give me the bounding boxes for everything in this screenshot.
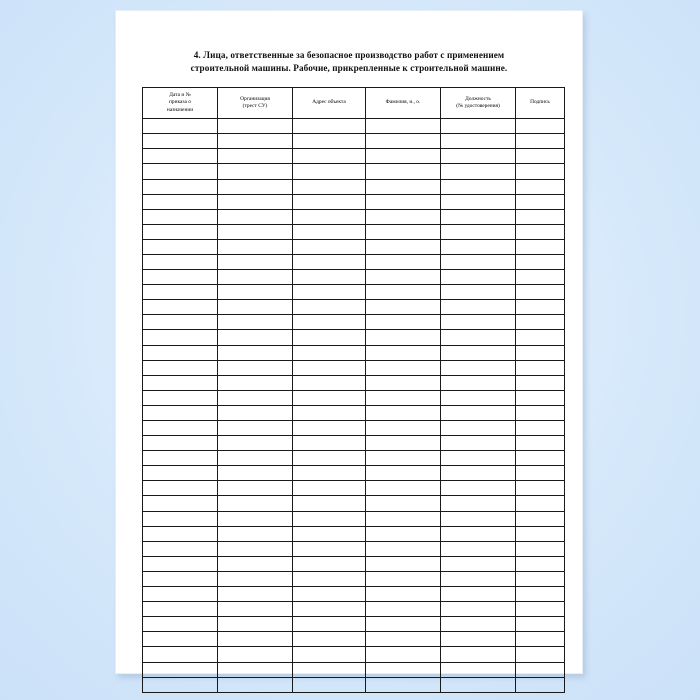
table-cell-order[interactable]	[143, 421, 218, 436]
table-cell-address[interactable]	[293, 647, 366, 662]
table-cell-address[interactable]	[293, 149, 366, 164]
table-cell-position[interactable]	[441, 602, 516, 617]
table-cell-position[interactable]	[441, 677, 516, 692]
table-row[interactable]	[143, 209, 565, 224]
table-cell-order[interactable]	[143, 224, 218, 239]
table-row[interactable]	[143, 345, 565, 360]
table-cell-address[interactable]	[293, 571, 366, 586]
table-row[interactable]	[143, 587, 565, 602]
column-header-position: Должность (№ удостоверения)	[441, 88, 516, 119]
table-cell-organization[interactable]	[218, 647, 293, 662]
column-header-signature: Подпись	[516, 88, 565, 119]
table-cell-name[interactable]	[366, 239, 441, 254]
table-cell-organization[interactable]	[218, 254, 293, 269]
table-cell-signature[interactable]	[516, 556, 565, 571]
table-cell-organization[interactable]	[218, 360, 293, 375]
table-cell-position[interactable]	[441, 662, 516, 677]
table-row[interactable]	[143, 526, 565, 541]
table-cell-name[interactable]	[366, 375, 441, 390]
table-cell-signature[interactable]	[516, 436, 565, 451]
table-cell-name[interactable]	[366, 360, 441, 375]
table-cell-signature[interactable]	[516, 119, 565, 134]
table-cell-order[interactable]	[143, 179, 218, 194]
table-cell-organization[interactable]	[218, 390, 293, 405]
table-cell-position[interactable]	[441, 224, 516, 239]
table-cell-order[interactable]	[143, 194, 218, 209]
table-cell-name[interactable]	[366, 285, 441, 300]
table-cell-signature[interactable]	[516, 617, 565, 632]
table-cell-order[interactable]	[143, 481, 218, 496]
table-cell-position[interactable]	[441, 526, 516, 541]
table-cell-position[interactable]	[441, 270, 516, 285]
table-cell-organization[interactable]	[218, 617, 293, 632]
table-cell-name[interactable]	[366, 436, 441, 451]
table-cell-position[interactable]	[441, 405, 516, 420]
table-row[interactable]	[143, 481, 565, 496]
table-header-row	[143, 88, 565, 119]
table-cell-signature[interactable]	[516, 224, 565, 239]
table-cell-address[interactable]	[293, 466, 366, 481]
table-cell-address[interactable]	[293, 511, 366, 526]
table-row[interactable]	[143, 119, 565, 134]
table-cell-name[interactable]	[366, 451, 441, 466]
table-cell-name[interactable]	[366, 541, 441, 556]
table-cell-order[interactable]	[143, 164, 218, 179]
table-cell-position[interactable]	[441, 617, 516, 632]
table-cell-address[interactable]	[293, 481, 366, 496]
table-cell-name[interactable]	[366, 571, 441, 586]
table-cell-order[interactable]	[143, 315, 218, 330]
table-cell-name[interactable]	[366, 496, 441, 511]
table-cell-name[interactable]	[366, 315, 441, 330]
column-header-name: Фамилия, и., о.	[366, 88, 441, 119]
table-cell-signature[interactable]	[516, 134, 565, 149]
table-cell-organization[interactable]	[218, 134, 293, 149]
table-cell-name[interactable]	[366, 587, 441, 602]
table-cell-signature[interactable]	[516, 526, 565, 541]
table-cell-signature[interactable]	[516, 677, 565, 692]
table-cell-organization[interactable]	[218, 587, 293, 602]
table-cell-signature[interactable]	[516, 375, 565, 390]
table-cell-address[interactable]	[293, 164, 366, 179]
table-cell-order[interactable]	[143, 285, 218, 300]
table-row[interactable]	[143, 617, 565, 632]
table-cell-position[interactable]	[441, 119, 516, 134]
table-cell-address[interactable]	[293, 224, 366, 239]
table-cell-organization[interactable]	[218, 481, 293, 496]
table-row[interactable]	[143, 224, 565, 239]
table-row[interactable]	[143, 436, 565, 451]
table-row[interactable]	[143, 602, 565, 617]
table-cell-address[interactable]	[293, 390, 366, 405]
table-cell-name[interactable]	[366, 602, 441, 617]
table-row[interactable]	[143, 285, 565, 300]
table-cell-order[interactable]	[143, 119, 218, 134]
table-row[interactable]	[143, 375, 565, 390]
table-cell-order[interactable]	[143, 300, 218, 315]
table-cell-signature[interactable]	[516, 254, 565, 269]
table-cell-position[interactable]	[441, 254, 516, 269]
table-cell-signature[interactable]	[516, 164, 565, 179]
table-cell-organization[interactable]	[218, 300, 293, 315]
table-cell-signature[interactable]	[516, 285, 565, 300]
table-cell-position[interactable]	[441, 571, 516, 586]
table-cell-address[interactable]	[293, 360, 366, 375]
table-cell-organization[interactable]	[218, 556, 293, 571]
table-cell-address[interactable]	[293, 254, 366, 269]
table-cell-address[interactable]	[293, 179, 366, 194]
table-cell-order[interactable]	[143, 345, 218, 360]
table-cell-address[interactable]	[293, 119, 366, 134]
table-cell-signature[interactable]	[516, 330, 565, 345]
table-cell-organization[interactable]	[218, 451, 293, 466]
table-cell-order[interactable]	[143, 209, 218, 224]
table-row[interactable]	[143, 360, 565, 375]
table-cell-name[interactable]	[366, 149, 441, 164]
table-cell-address[interactable]	[293, 617, 366, 632]
table-cell-organization[interactable]	[218, 345, 293, 360]
page-title-line-1: 4. Лица, ответственные за безопасное производство работ с применением	[193, 50, 505, 60]
table-cell-name[interactable]	[366, 617, 441, 632]
table-cell-name[interactable]	[366, 270, 441, 285]
table-cell-order[interactable]	[143, 466, 218, 481]
responsible-persons-table	[142, 87, 565, 693]
table-row[interactable]	[143, 421, 565, 436]
table-cell-name[interactable]	[366, 466, 441, 481]
table-cell-position[interactable]	[441, 421, 516, 436]
table-cell-address[interactable]	[293, 662, 366, 677]
table-cell-organization[interactable]	[218, 119, 293, 134]
table-cell-signature[interactable]	[516, 511, 565, 526]
table-cell-organization[interactable]	[218, 375, 293, 390]
table-cell-organization[interactable]	[218, 677, 293, 692]
table-row[interactable]	[143, 270, 565, 285]
table-cell-organization[interactable]	[218, 315, 293, 330]
table-cell-position[interactable]	[441, 300, 516, 315]
table-cell-order[interactable]	[143, 254, 218, 269]
table-cell-organization[interactable]	[218, 330, 293, 345]
table-cell-address[interactable]	[293, 602, 366, 617]
table-cell-name[interactable]	[366, 164, 441, 179]
table-cell-position[interactable]	[441, 315, 516, 330]
table-cell-order[interactable]	[143, 270, 218, 285]
table-cell-position[interactable]	[441, 436, 516, 451]
table-row[interactable]	[143, 632, 565, 647]
table-header	[143, 88, 565, 119]
table-cell-name[interactable]	[366, 556, 441, 571]
table-row[interactable]	[143, 556, 565, 571]
table-cell-position[interactable]	[441, 647, 516, 662]
page-title-line-2: строительной машины. Рабочие, прикрепленные к строительной машине.	[190, 63, 508, 74]
table-cell-organization[interactable]	[218, 239, 293, 254]
table-cell-organization[interactable]	[218, 209, 293, 224]
table-cell-address[interactable]	[293, 270, 366, 285]
table-cell-name[interactable]	[366, 481, 441, 496]
table-cell-position[interactable]	[441, 239, 516, 254]
table-cell-organization[interactable]	[218, 436, 293, 451]
table-cell-address[interactable]	[293, 451, 366, 466]
table-cell-address[interactable]	[293, 194, 366, 209]
column-header-order: Дата и № приказа о назначении	[143, 88, 218, 119]
table-cell-signature[interactable]	[516, 345, 565, 360]
table-cell-signature[interactable]	[516, 149, 565, 164]
table-row[interactable]	[143, 330, 565, 345]
table-cell-position[interactable]	[441, 179, 516, 194]
table-cell-name[interactable]	[366, 254, 441, 269]
table-cell-organization[interactable]	[218, 194, 293, 209]
table-cell-name[interactable]	[366, 300, 441, 315]
table-cell-name[interactable]	[366, 134, 441, 149]
table-cell-address[interactable]	[293, 239, 366, 254]
table-cell-name[interactable]	[366, 405, 441, 420]
table-cell-address[interactable]	[293, 315, 366, 330]
table-cell-address[interactable]	[293, 526, 366, 541]
table-cell-name[interactable]	[366, 194, 441, 209]
table-cell-position[interactable]	[441, 541, 516, 556]
table-cell-signature[interactable]	[516, 632, 565, 647]
table-cell-position[interactable]	[441, 360, 516, 375]
table-cell-order[interactable]	[143, 375, 218, 390]
table-cell-position[interactable]	[441, 451, 516, 466]
column-header-organization: Организация (трест СУ)	[218, 88, 293, 119]
table-cell-signature[interactable]	[516, 239, 565, 254]
table-cell-position[interactable]	[441, 149, 516, 164]
table-cell-order[interactable]	[143, 239, 218, 254]
table-cell-address[interactable]	[293, 134, 366, 149]
table-cell-order[interactable]	[143, 587, 218, 602]
table-cell-order[interactable]	[143, 511, 218, 526]
table-cell-organization[interactable]	[218, 466, 293, 481]
table-cell-organization[interactable]	[218, 602, 293, 617]
table-cell-position[interactable]	[441, 587, 516, 602]
table-row[interactable]	[143, 677, 565, 692]
table-cell-name[interactable]	[366, 632, 441, 647]
table-cell-order[interactable]	[143, 360, 218, 375]
table-row[interactable]	[143, 149, 565, 164]
table-cell-address[interactable]	[293, 541, 366, 556]
table-cell-order[interactable]	[143, 647, 218, 662]
table-cell-signature[interactable]	[516, 390, 565, 405]
table-cell-name[interactable]	[366, 511, 441, 526]
table-cell-signature[interactable]	[516, 481, 565, 496]
table-row[interactable]	[143, 451, 565, 466]
column-header-address: Адрес объекта	[293, 88, 366, 119]
table-cell-position[interactable]	[441, 330, 516, 345]
table-cell-order[interactable]	[143, 571, 218, 586]
table-cell-name[interactable]	[366, 526, 441, 541]
table-cell-position[interactable]	[441, 134, 516, 149]
table-cell-signature[interactable]	[516, 662, 565, 677]
table-cell-address[interactable]	[293, 677, 366, 692]
table-cell-organization[interactable]	[218, 405, 293, 420]
table-cell-organization[interactable]	[218, 571, 293, 586]
table-row[interactable]	[143, 239, 565, 254]
table-cell-order[interactable]	[143, 330, 218, 345]
table-cell-organization[interactable]	[218, 541, 293, 556]
table-cell-address[interactable]	[293, 632, 366, 647]
table-cell-position[interactable]	[441, 375, 516, 390]
table-cell-organization[interactable]	[218, 632, 293, 647]
table-cell-position[interactable]	[441, 511, 516, 526]
table-body	[143, 119, 565, 693]
table-cell-order[interactable]	[143, 451, 218, 466]
table-cell-position[interactable]	[441, 632, 516, 647]
table-row[interactable]	[143, 541, 565, 556]
table-cell-order[interactable]	[143, 632, 218, 647]
table-cell-order[interactable]	[143, 134, 218, 149]
table-cell-signature[interactable]	[516, 587, 565, 602]
table-row[interactable]	[143, 315, 565, 330]
table-cell-organization[interactable]	[218, 149, 293, 164]
table-cell-name[interactable]	[366, 662, 441, 677]
table-row[interactable]	[143, 466, 565, 481]
table-cell-signature[interactable]	[516, 466, 565, 481]
table-cell-signature[interactable]	[516, 194, 565, 209]
table-row[interactable]	[143, 179, 565, 194]
table-cell-order[interactable]	[143, 602, 218, 617]
table-cell-address[interactable]	[293, 300, 366, 315]
table-cell-position[interactable]	[441, 345, 516, 360]
table-cell-signature[interactable]	[516, 300, 565, 315]
table-cell-signature[interactable]	[516, 209, 565, 224]
table-cell-name[interactable]	[366, 647, 441, 662]
table-cell-organization[interactable]	[218, 511, 293, 526]
table-row[interactable]	[143, 405, 565, 420]
table-cell-order[interactable]	[143, 149, 218, 164]
table-cell-organization[interactable]	[218, 421, 293, 436]
table-row[interactable]	[143, 647, 565, 662]
table-cell-address[interactable]	[293, 556, 366, 571]
table-cell-order[interactable]	[143, 405, 218, 420]
table-cell-address[interactable]	[293, 405, 366, 420]
table-row[interactable]	[143, 511, 565, 526]
table-cell-name[interactable]	[366, 345, 441, 360]
table-cell-address[interactable]	[293, 421, 366, 436]
table-cell-address[interactable]	[293, 209, 366, 224]
table-cell-address[interactable]	[293, 375, 366, 390]
table-cell-position[interactable]	[441, 496, 516, 511]
table-cell-address[interactable]	[293, 587, 366, 602]
table-row[interactable]	[143, 134, 565, 149]
table-cell-name[interactable]	[366, 421, 441, 436]
table-cell-organization[interactable]	[218, 496, 293, 511]
table-cell-position[interactable]	[441, 466, 516, 481]
table-cell-signature[interactable]	[516, 270, 565, 285]
table-cell-signature[interactable]	[516, 315, 565, 330]
table-cell-position[interactable]	[441, 209, 516, 224]
table-row[interactable]	[143, 390, 565, 405]
table-cell-position[interactable]	[441, 194, 516, 209]
table-row[interactable]	[143, 662, 565, 677]
table-cell-signature[interactable]	[516, 179, 565, 194]
document-page	[115, 10, 583, 674]
table-cell-order[interactable]	[143, 541, 218, 556]
table-cell-address[interactable]	[293, 496, 366, 511]
table-cell-organization[interactable]	[218, 224, 293, 239]
table-cell-position[interactable]	[441, 481, 516, 496]
table-cell-address[interactable]	[293, 285, 366, 300]
table-cell-signature[interactable]	[516, 647, 565, 662]
table-cell-name[interactable]	[366, 330, 441, 345]
table-row[interactable]	[143, 571, 565, 586]
table-cell-organization[interactable]	[218, 526, 293, 541]
table-cell-order[interactable]	[143, 556, 218, 571]
table-cell-organization[interactable]	[218, 285, 293, 300]
table-cell-address[interactable]	[293, 436, 366, 451]
table-row[interactable]	[143, 496, 565, 511]
table-row[interactable]	[143, 254, 565, 269]
table-cell-address[interactable]	[293, 330, 366, 345]
page-title	[156, 49, 542, 75]
table-row[interactable]	[143, 164, 565, 179]
table-cell-name[interactable]	[366, 390, 441, 405]
table-cell-order[interactable]	[143, 617, 218, 632]
table-cell-signature[interactable]	[516, 405, 565, 420]
table-cell-signature[interactable]	[516, 451, 565, 466]
table-cell-name[interactable]	[366, 179, 441, 194]
table-cell-name[interactable]	[366, 209, 441, 224]
table-cell-position[interactable]	[441, 285, 516, 300]
table-cell-signature[interactable]	[516, 496, 565, 511]
table-cell-organization[interactable]	[218, 164, 293, 179]
table-cell-signature[interactable]	[516, 602, 565, 617]
table-cell-order[interactable]	[143, 390, 218, 405]
table-cell-order[interactable]	[143, 436, 218, 451]
table-cell-order[interactable]	[143, 662, 218, 677]
table-cell-order[interactable]	[143, 677, 218, 692]
table-row[interactable]	[143, 300, 565, 315]
table-cell-address[interactable]	[293, 345, 366, 360]
table-cell-name[interactable]	[366, 224, 441, 239]
table-row[interactable]	[143, 194, 565, 209]
table-cell-signature[interactable]	[516, 571, 565, 586]
table-cell-organization[interactable]	[218, 662, 293, 677]
table-cell-signature[interactable]	[516, 360, 565, 375]
table-cell-signature[interactable]	[516, 541, 565, 556]
table-cell-position[interactable]	[441, 164, 516, 179]
table-cell-signature[interactable]	[516, 421, 565, 436]
table-cell-order[interactable]	[143, 496, 218, 511]
table-cell-organization[interactable]	[218, 270, 293, 285]
table-cell-order[interactable]	[143, 526, 218, 541]
table-cell-name[interactable]	[366, 119, 441, 134]
table-cell-name[interactable]	[366, 677, 441, 692]
table-cell-organization[interactable]	[218, 179, 293, 194]
table-cell-position[interactable]	[441, 390, 516, 405]
table-cell-position[interactable]	[441, 556, 516, 571]
